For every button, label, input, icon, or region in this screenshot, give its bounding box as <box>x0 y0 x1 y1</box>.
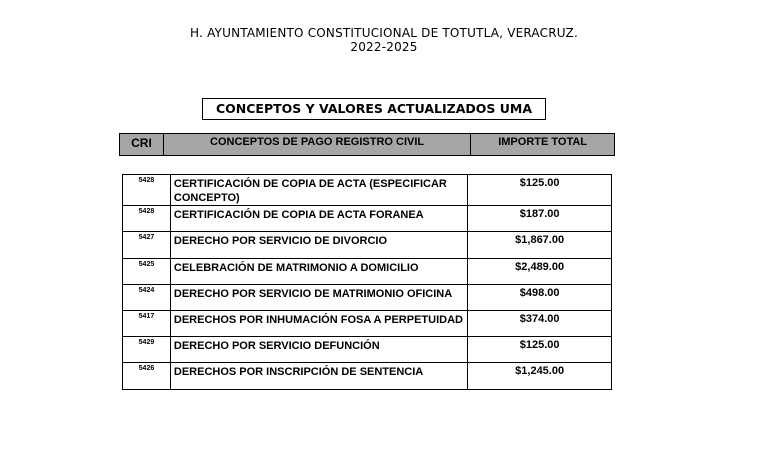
fees-table <box>122 174 612 390</box>
concepto-cell: CERTIFICACIÓN DE COPIA DE ACTA (ESPECIFICAR CONCEPTO) <box>170 175 467 206</box>
document-title: CONCEPTOS Y VALORES ACTUALIZADOS UMA <box>202 98 546 120</box>
table-header <box>119 133 615 156</box>
importe-cell: $125.00 <box>468 337 612 363</box>
column-header-cri: CRI <box>120 134 164 156</box>
table-row <box>123 259 612 285</box>
importe-cell: $187.00 <box>468 206 612 232</box>
importe-cell: $1,245.00 <box>468 363 612 390</box>
table-row <box>123 285 612 311</box>
concepto-cell: DERECHOS POR INSCRIPCIÓN DE SENTENCIA <box>170 363 467 390</box>
table-row <box>123 311 612 337</box>
header-period: 2022-2025 <box>350 40 418 54</box>
table-row <box>123 206 612 232</box>
cri-cell: 5428 <box>123 175 171 206</box>
table-row <box>123 175 612 206</box>
table-row <box>123 337 612 363</box>
header-municipality: H. AYUNTAMIENTO CONSTITUCIONAL DE TOTUTLA, VERACRUZ. <box>190 26 578 40</box>
cri-cell: 5425 <box>123 259 171 285</box>
importe-cell: $498.00 <box>468 285 612 311</box>
table-row <box>123 232 612 259</box>
concepto-cell: DERECHOS POR INHUMACIÓN FOSA A PERPETUIDAD <box>170 311 467 337</box>
concepto-cell: DERECHO POR SERVICIO DE DIVORCIO <box>170 232 467 259</box>
cri-cell: 5427 <box>123 232 171 259</box>
importe-cell: $2,489.00 <box>468 259 612 285</box>
cri-cell: 5424 <box>123 285 171 311</box>
importe-cell: $125.00 <box>468 175 612 206</box>
concepto-cell: CERTIFICACIÓN DE COPIA DE ACTA FORANEA <box>170 206 467 232</box>
importe-cell: $1,867.00 <box>468 232 612 259</box>
column-header-importe: IMPORTE TOTAL <box>471 134 615 156</box>
cri-cell: 5417 <box>123 311 171 337</box>
cri-cell: 5428 <box>123 206 171 232</box>
cri-cell: 5429 <box>123 337 171 363</box>
concepto-cell: DERECHO POR SERVICIO DE MATRIMONIO OFICINA <box>170 285 467 311</box>
importe-cell: $374.00 <box>468 311 612 337</box>
column-header-concepto: CONCEPTOS DE PAGO REGISTRO CIVIL <box>163 134 470 156</box>
concepto-cell: DERECHO POR SERVICIO DEFUNCIÓN <box>170 337 467 363</box>
concepto-cell: CELEBRACIÓN DE MATRIMONIO A DOMICILIO <box>170 259 467 285</box>
cri-cell: 5426 <box>123 363 171 390</box>
table-row <box>123 363 612 390</box>
